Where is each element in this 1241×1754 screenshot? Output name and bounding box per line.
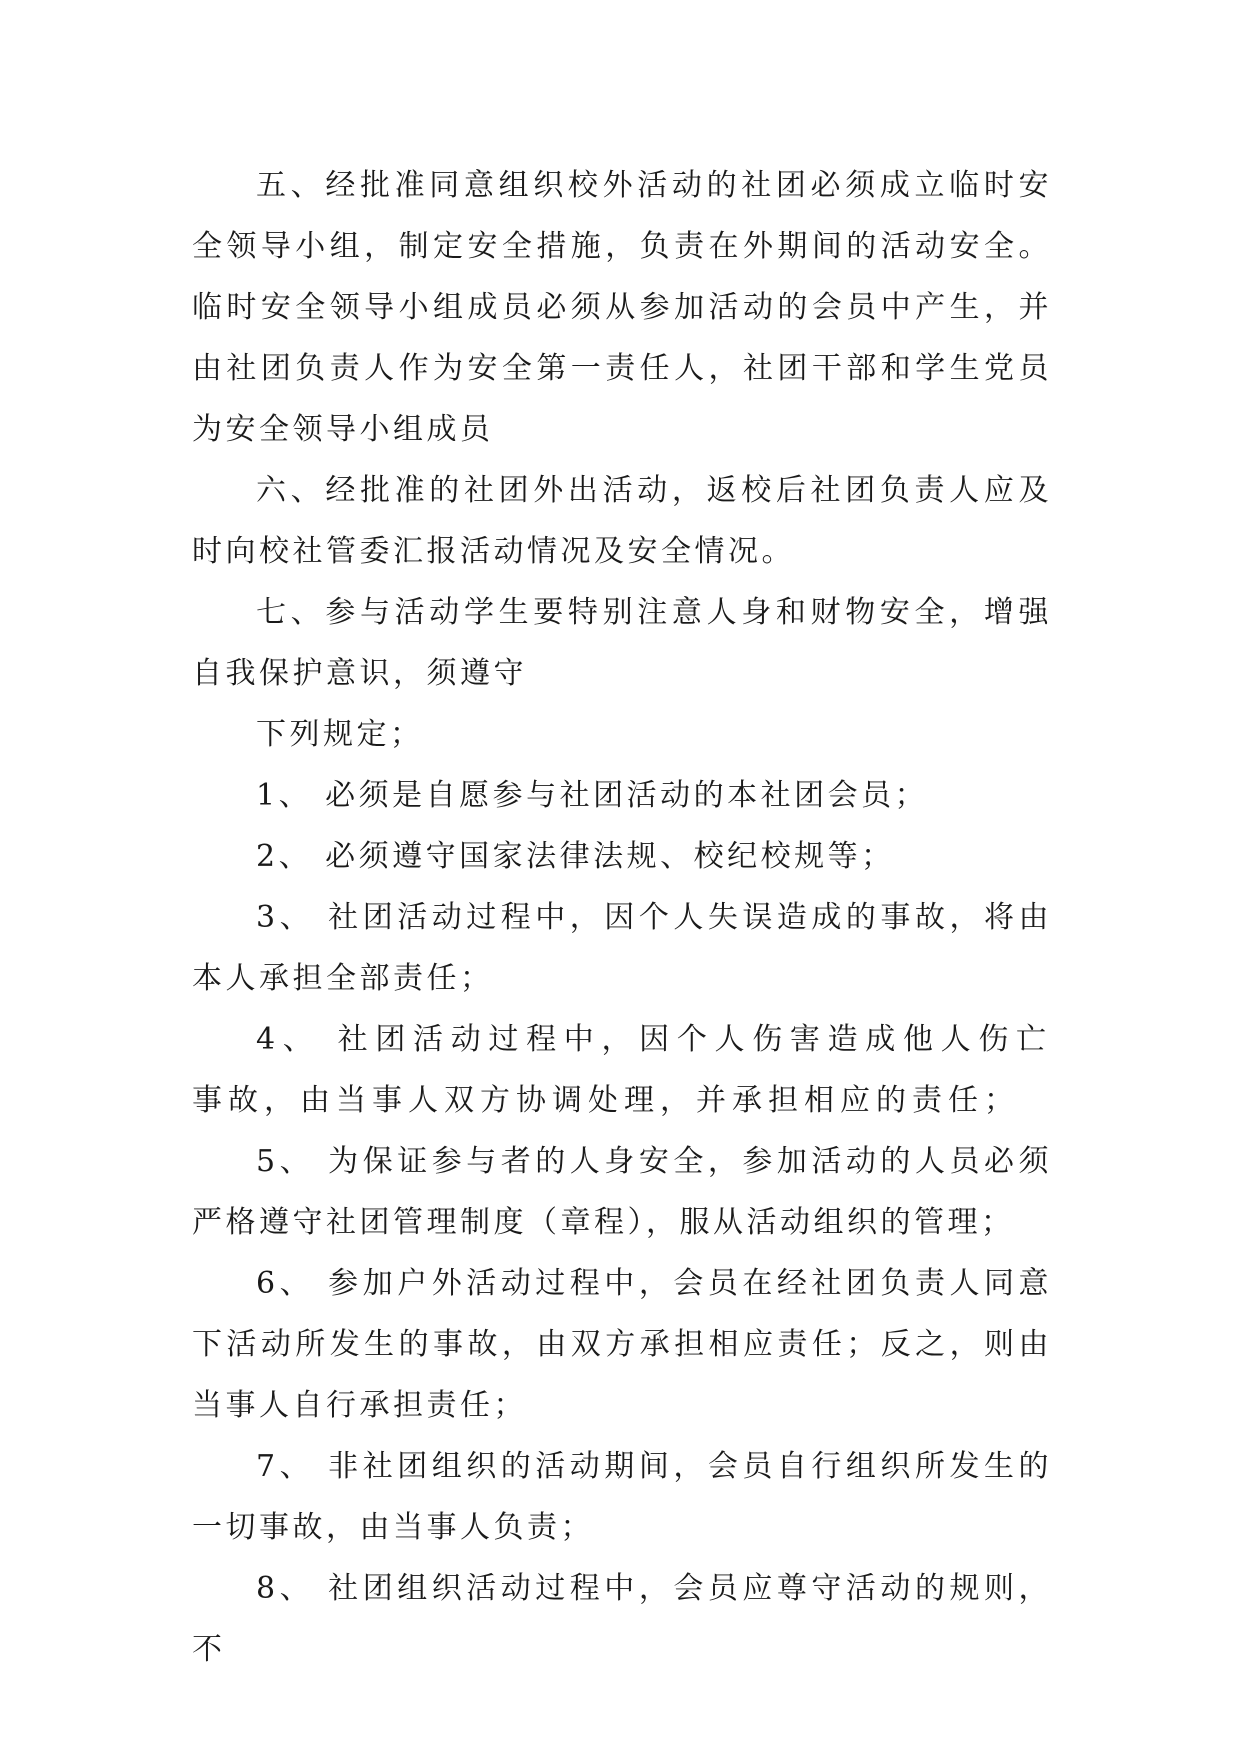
rule-item-3: 3、 社团活动过程中，因个人失误造成的事故，将由本人承担全部责任； [192,900,1052,996]
rule-item-7: 7、 非社团组织的活动期间，会员自行组织所发生的一切事故，由当事人负责； [192,1449,1052,1545]
paragraph-rules-intro: 下列规定； [256,717,424,752]
paragraph-seven: 七、参与活动学生要特别注意人身和财物安全，增强自我保护意识，须遵守 [192,595,1052,691]
rule-item-2: 2、 必须遵守国家法律法规、校纪校规等； [256,839,895,874]
rule-item-1: 1、 必须是自愿参与社团活动的本社团会员； [256,778,929,813]
rule-item-4: 4、 社团活动过程中，因个人伤害造成他人伤亡事故，由当事人双方协调处理，并承担相应的责任； [192,1022,1052,1118]
rule-item-8: 8、 社团组织活动过程中，会员应尊守活动的规则，不 [192,1571,1052,1667]
paragraph-six: 六、经批准的社团外出活动，返校后社团负责人应及时向校社管委汇报活动情况及安全情况。 [192,473,1052,569]
rule-item-6: 6、 参加户外活动过程中，会员在经社团负责人同意下活动所发生的事故，由双方承担相应责任；反之，则由当事人自行承担责任； [192,1266,1052,1423]
rule-item-5: 5、 为保证参与者的人身安全，参加活动的人员必须严格遵守社团管理制度（章程），服从活动组织的管理； [192,1144,1052,1240]
paragraph-five: 五、经批准同意组织校外活动的社团必须成立临时安全领导小组，制定安全措施，负责在外期间的活动安全。临时安全领导小组成员必须从参加活动的会员中产生，并由社团负责人作为安全第一责任人，社团干部和学生党员为安全领导小组成员 [192,168,1052,447]
document-body [192,155,1052,1680]
